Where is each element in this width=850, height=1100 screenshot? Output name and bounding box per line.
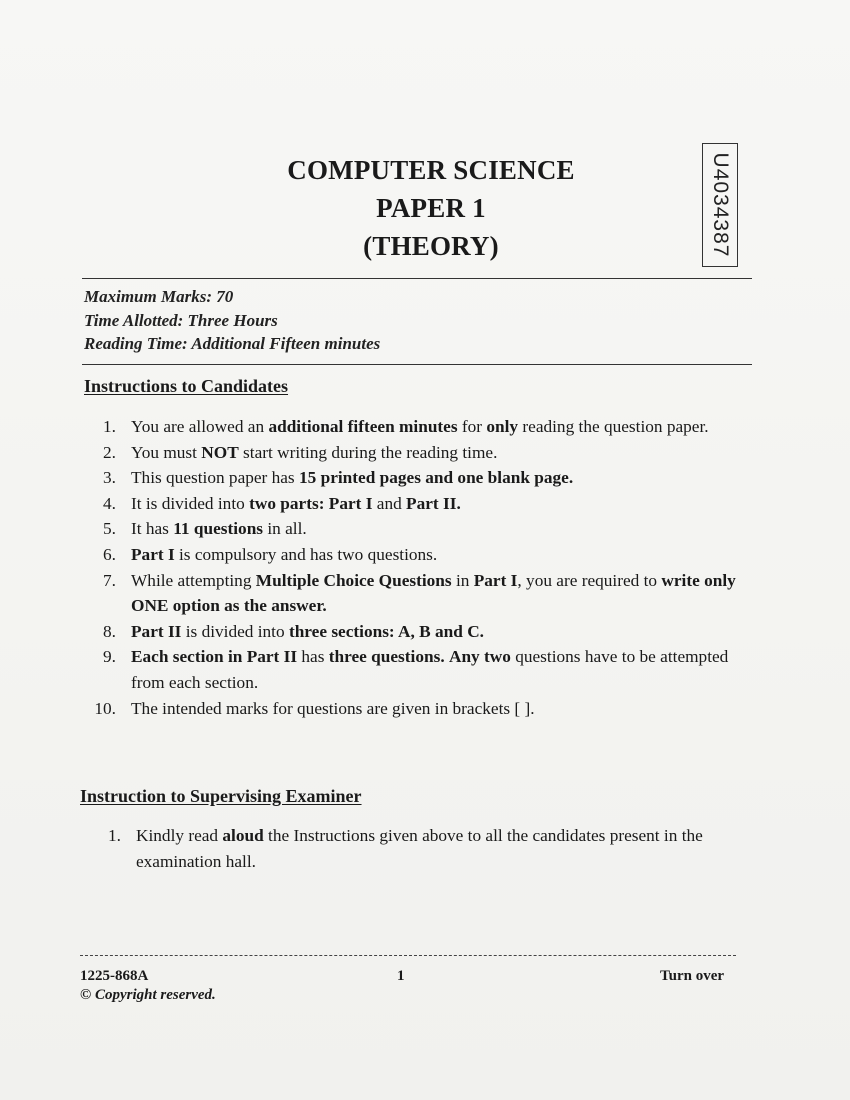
- text-segment: the Instructions given above to all the candidates present in the examination hall.: [136, 826, 703, 871]
- list-item-text: [131, 647, 728, 692]
- text-segment: , you are required to: [517, 570, 662, 590]
- candidate-instructions-heading: Instructions to Candidates: [84, 376, 289, 396]
- bold-text-segment: Part I: [473, 570, 518, 590]
- text-segment: This question paper has: [131, 468, 299, 488]
- serial-number-box: [702, 143, 738, 267]
- bold-text-segment: Any two: [448, 647, 511, 667]
- bold-text-segment: write only ONE option as the answer.: [131, 570, 736, 616]
- text-segment: You must: [131, 442, 202, 462]
- bold-text-segment: Part II.: [406, 493, 461, 513]
- bold-text-segment: three sections: A, B and C.: [288, 621, 484, 641]
- divider-bottom: [82, 364, 752, 365]
- text-segment: is compulsory and has two questions.: [174, 544, 438, 564]
- bold-text-segment: Multiple Choice Questions: [255, 570, 452, 590]
- time-allotted: Time Allotted: Three Hours: [84, 311, 278, 330]
- list-item-number: 1.: [103, 417, 116, 436]
- text-segment: It is divided into: [131, 493, 250, 513]
- list-item: [94, 414, 754, 440]
- list-item-number: 4.: [103, 493, 116, 513]
- list-item: [94, 542, 754, 568]
- reading-time: Reading Time: Additional Fifteen minutes: [84, 334, 381, 353]
- list-item-number: 10.: [94, 698, 116, 718]
- bold-text-segment: Part I: [328, 493, 373, 513]
- list-item-number: 7.: [103, 570, 116, 590]
- list-item: [94, 696, 754, 722]
- list-item-text: [131, 494, 461, 513]
- text-segment: in all.: [263, 519, 307, 539]
- examiner-instructions-list: [99, 823, 759, 874]
- list-item: [94, 516, 754, 542]
- list-item: [94, 491, 754, 517]
- bold-text-segment: NOT: [201, 442, 239, 462]
- text-segment: reading the question paper.: [518, 417, 709, 436]
- paper-title: PAPER 1: [376, 193, 486, 223]
- list-item-text: [131, 622, 484, 641]
- text-segment: You are allowed an: [131, 417, 269, 436]
- list-item-text: [131, 699, 535, 718]
- list-item-text: [136, 826, 703, 871]
- list-item: [94, 465, 754, 491]
- text-segment: in: [451, 570, 474, 590]
- divider-top: [82, 278, 752, 279]
- bold-text-segment: three questions.: [328, 647, 445, 667]
- footer-dashed-divider: [80, 955, 736, 956]
- bold-text-segment: Part II: [131, 621, 182, 641]
- list-item-number: 9.: [103, 647, 116, 667]
- page-number: 1: [397, 968, 405, 984]
- list-item-text: [131, 417, 709, 436]
- list-item-number: 1.: [108, 826, 121, 845]
- candidate-instructions-list: [94, 414, 754, 721]
- text-segment: questions have to be attempted from each section.: [131, 647, 729, 692]
- text-segment: While attempting: [131, 570, 256, 590]
- list-item-text: [131, 468, 573, 487]
- list-item: [99, 823, 759, 874]
- list-item-text: [131, 443, 497, 462]
- turn-over-label: Turn over: [660, 968, 725, 984]
- list-item-text: [131, 545, 437, 564]
- list-item-text: [131, 571, 736, 616]
- text-segment: start writing during the reading time.: [238, 442, 498, 462]
- text-segment: for: [457, 417, 487, 436]
- subject-title: COMPUTER SCIENCE: [287, 155, 575, 185]
- max-marks: Maximum Marks: 70: [84, 287, 234, 306]
- bold-text-segment: only: [486, 417, 519, 436]
- text-segment: is divided into: [181, 621, 289, 641]
- text-segment: Kindly read: [136, 826, 223, 845]
- list-item-number: 8.: [103, 621, 116, 641]
- list-item-number: 6.: [103, 544, 116, 564]
- text-segment: The intended marks for questions are given in brackets [ ].: [131, 698, 535, 718]
- list-item: [94, 644, 754, 695]
- bold-text-segment: 15 printed pages and one blank page.: [298, 468, 574, 488]
- list-item-text: [131, 519, 307, 538]
- bold-text-segment: additional fifteen minutes: [268, 417, 458, 436]
- text-segment: and: [372, 493, 407, 513]
- bold-text-segment: aloud: [222, 826, 264, 845]
- serial-number: U4034387: [709, 152, 732, 258]
- bold-text-segment: Part I: [131, 544, 175, 564]
- copyright-notice: © Copyright reserved.: [80, 987, 216, 1003]
- examiner-instructions-heading: Instruction to Supervising Examiner: [80, 786, 362, 806]
- paper-kind: (THEORY): [363, 231, 499, 261]
- bold-text-segment: two parts:: [249, 493, 325, 513]
- list-item: [94, 440, 754, 466]
- list-item-number: 2.: [103, 442, 116, 462]
- paper-code: 1225-868A: [80, 968, 149, 984]
- bold-text-segment: 11 questions: [173, 519, 264, 539]
- list-item-number: 5.: [103, 519, 116, 539]
- list-item-number: 3.: [103, 468, 116, 488]
- list-item: [94, 568, 754, 619]
- list-item: [94, 619, 754, 645]
- bold-text-segment: Each section in Part II: [131, 647, 298, 667]
- text-segment: has: [297, 647, 329, 667]
- text-segment: It has: [131, 519, 174, 539]
